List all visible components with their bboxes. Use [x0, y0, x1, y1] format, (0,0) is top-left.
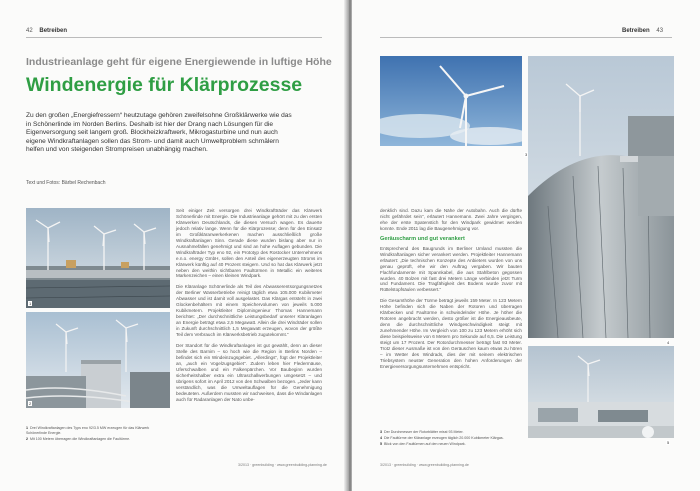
- page-number: 43: [656, 28, 664, 34]
- caption-item: 1 Drei Windkraftanlagen des Typs eno 92/3.5 MW erzeugen für das Klärwerk Schönerlinde Energie.: [26, 426, 150, 435]
- photo-4-image: [528, 56, 674, 338]
- right-body-column: [380, 208, 522, 375]
- body-paragraph: Die Gesamthöhe der Türme beträgt jeweils 159 Meter. In 123 Metern Höhe befinden sich die Naben der Rotoren und überragen Klärbecken und Faultürme in schwindelnder Höhe. Je höher die Rotoren angebracht werden, desto größer ist die Energieausbeute, denn die durchschnittliche Windgeschwindigkeit steigt mit zunehmender Höhe. Im Vergleich von 100 zu 123 Metern erhöht sich diese beispielsweise von 6 Metern pro Sekunde auf 6,5. Die Leistung steigt um 17 Prozent. Der Rotordurchmesser beträgt fast 93 Meter. Trotz dieser Ausmaße ist von den Geräuschen kaum etwas zu hören – im Wetter des Windrads, dies der mit seinem elektrischen Triebsystem neuster Generation den hohen Anforderungen der Energieversorgungsunternehmen entspricht.: [380, 298, 522, 369]
- header-rule: [26, 37, 322, 38]
- right-page: [352, 0, 700, 491]
- photo-number: 1: [29, 301, 32, 306]
- photo-2-image: [26, 312, 170, 408]
- caption-item: 5 Blick von den Faultürmen auf den neuen Windpark.: [380, 442, 466, 446]
- left-page: [0, 0, 348, 491]
- caption-item: 2 Mit 100 Metern überragen die Windkraftanlagen die Faultürme.: [26, 437, 131, 441]
- photo-3-image: [380, 56, 522, 146]
- left-captions: [26, 426, 166, 443]
- body-paragraph: Der Standort für die Windkraftanlagen ist gut gewählt, denn an dieser Stelle des Barnim – so hoch wie die Region in Berlins Norden – befindet sich ein Windeinzugsgebiet. „Allerdings“, fügt der Projektleiter an, „auch ein Vogelzugsgebiet“. Zudem leben hier Fledermäuse, Uferschwalben und ein Falkenpärchen. Vor Baubeginn wurden sicherheitshalber extra ein Ultraschallwerbungen umgesetzt – und übrigens sofort im April 2012 von den Schwalben bezogen. „Jeder kann verständlich, was die Umweltauflagen für die Genehmigung bedeuteten. Außerdem mussten wir nachweisen, dass die Windanlagen auch für Radaranlagen der Nato unbe-: [176, 343, 322, 402]
- page-footer-right: 3/2013 · greenbuilding · www.greenbuilding-planning.de: [380, 463, 469, 467]
- article-kicker: Industrieanlage geht für eigene Energiewende in luftige Höhe: [26, 56, 332, 68]
- page-header-left: [26, 28, 67, 34]
- page-header-right: [622, 28, 663, 34]
- body-paragraph: denklich sind. Dazu kam die Nähe der Autobahn. Auch die dürfte nicht gefährdet sein“, erläutert Hannemann. Zwei Jahre vergingen, ehe der erste Spatenstich für den Windpark gewidmet werden konnte. Ende 2011 lag die Baugenehmigung vor.: [380, 208, 522, 231]
- photo-towers-and-turbines: [26, 312, 170, 408]
- section-label: Betreiben: [39, 28, 68, 34]
- photo-5-image: [528, 346, 674, 438]
- photo-wind-turbines-clarifier: [26, 208, 170, 308]
- caption-item: 4 Die Faultürme der Kläranlage erzeugen täglich 20.000 Kubikmeter Klärgas.: [380, 436, 504, 440]
- photo-number: 5: [667, 440, 670, 445]
- photo-1-image: [26, 208, 170, 308]
- page-footer-left: 3/2013 · greenbuilding · www.greenbuilding-planning.de: [238, 463, 327, 467]
- photo-number: 2: [29, 401, 32, 406]
- header-rule: [380, 37, 672, 38]
- section-subhead: Geräuscharm und gut verankert: [380, 235, 465, 242]
- photo-view-from-towers: [528, 346, 674, 438]
- article-headline: Windenergie für Klärprozesse: [26, 74, 303, 96]
- article-credit: Text und Fotos: Bärbel Rechenbach: [26, 180, 106, 186]
- photo-number: 3: [525, 152, 528, 157]
- photo-digester-towers: [528, 56, 674, 338]
- page-number: 42: [26, 28, 33, 34]
- left-body-column: [176, 208, 322, 408]
- body-paragraph: Die Kläranlage Schönerlinde als Teil des Abwasserentsorgungsnetzes der Berliner Wasserbetriebe reinigt täglich etwa 105.000 Kubikmeter Abwasser und ist damit voll ausgelastet. Das Klärgas entsteht in zwei Glockenbehältern mit einem Speichervolumen von jeweils 5.000 Kubikmetern. Projektleiter Diplomingenieur Thomas Hannemann berichtet: „Der durchschnittliche Leistungsbedarf unserer Kläranlagen an Energie beträgt etwa 2,5 Megawatt. Allein die drei Windräder sollen in Zukunft durchschnittlich 1,5 Megawatt erzeugen, wovon der größte Teil dem Verbrauch im Klärwerksbetrieb zugutekommt.“: [176, 284, 322, 338]
- body-paragraph: Entsprechend des Baugrunds im Berliner Umland mussten die Windkraftanlagen sicher verankert werden. Projektleiter Hannemann erläutert: „Die technischen Konzepte des Anbieters wurden von uns genau geprüft, ehe wir den Auftrag vergaben. Wir bauten Flachfundamente mit Spannkabel, die aus Stahlbeton gegossen wurden. 40 Bolzen mit fast drei Metern Länge verbinden jetzt Turm und Fundament. Die Tragfähigkeit des Bodens wurde zuvor mit Rüttelstopfsäulen verbessert.“: [380, 245, 522, 293]
- photo-number: 4: [667, 340, 670, 345]
- body-paragraph: Seit einiger Zeit versorgen drei Windkraftträder das Klärwerk Schönerlinde mit Energie. Die Industrieanlage gehört mit zu den ersten Klärwerken Deutschlands, die diesen Versuch wagen. Es dauerte jedoch relativ lange. Wenn für die Klärprozesse; denn für den Einsatz im Großkläranwerkerkenen machen ausschließlich große Windkraftanlagen Sinn. Gerade diese wurden bislang aber nur in Ausnahmefällen genehmigt und sind an hohe Auflagen gebunden. Die Windkrafträder Typ eno 92, ein Prototyp des Rostocker Unternehmens e.n.o. energy GmbH, sollen den Anteil des eigenerzeugten Stroms im Klärwerk künftig auf 40 Prozent steigern. Und so hat das Klärwerk jetzt neben den weithin sichtbaren Faultürmen in Metallic ein weiteres Markenzeichen – einen kleinen Windpark.: [176, 208, 322, 279]
- article-lead: Zu den großen „Energiefressern“ heutzutage gehören zweifelsohne Großklärwerke wie das in Schönerlinde im Norden Berlins. Deshalb ist hier der Drang nach Lösungen für die Eigenversorgung seit langem groß. Blockheizkraftwerk, Mikrogasturbine und nun auch eigene Windkraftanlagen sollen das Strom- und damit auch Umweltproblem schmälern helfen und von steigenden Strompreisen unabhängig machen.: [26, 112, 292, 154]
- photo-rotor-blades: [380, 56, 522, 146]
- right-captions: [380, 430, 530, 448]
- caption-item: 3 Der Durchmesser der Rotorblätter misst 93 Meter.: [380, 430, 464, 434]
- section-label: Betreiben: [622, 28, 650, 34]
